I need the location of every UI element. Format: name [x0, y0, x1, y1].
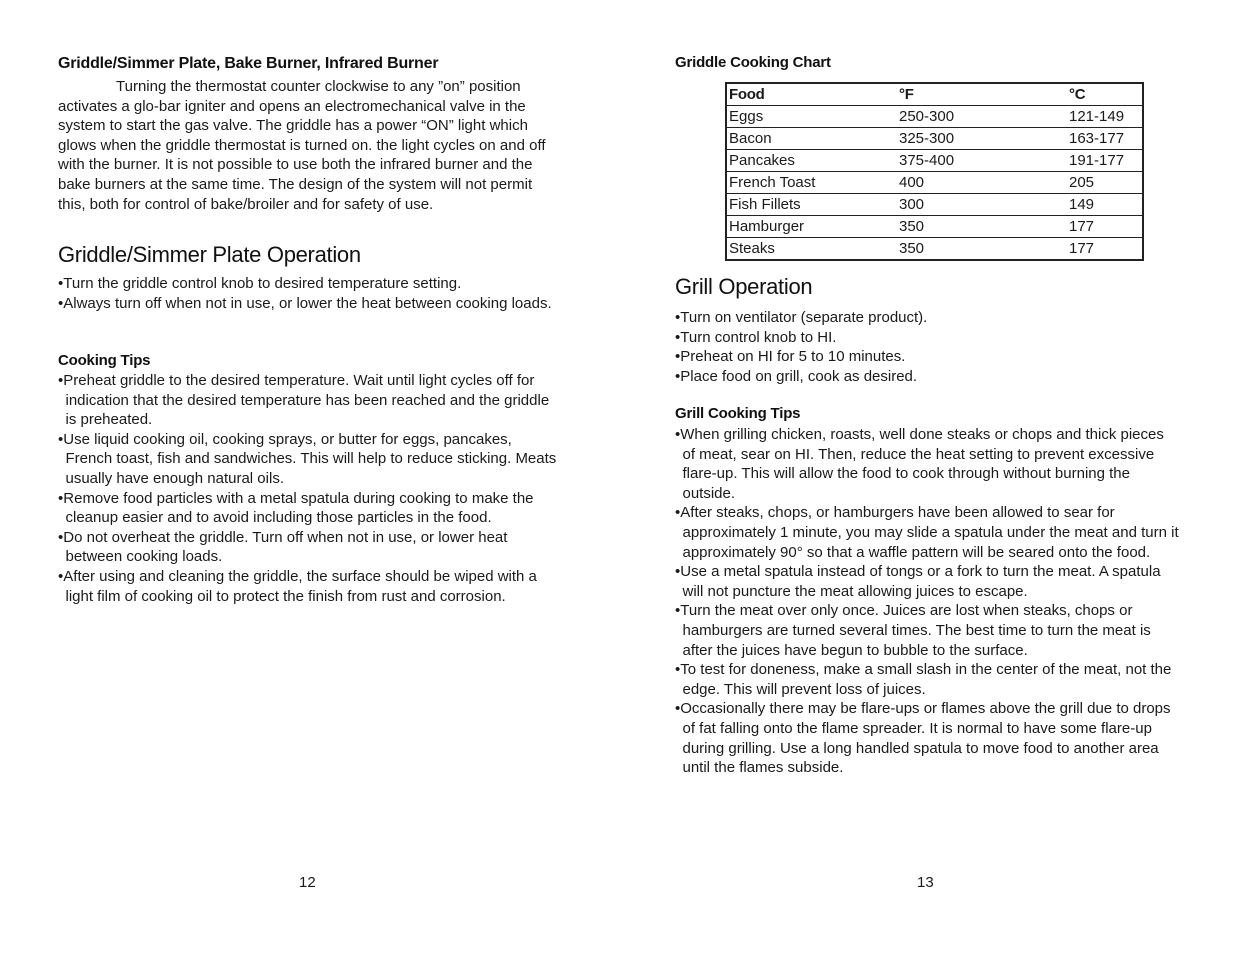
list-item: • When grilling chicken, roasts, well done steaks or chops and thick pieces of meat, sear on HI. Then, reduce the heat setting to prevent excessive flare-up. This will allow the food to cook through without burning the outside. [675, 425, 1180, 503]
celsius-cell: 163-177 [1067, 128, 1143, 150]
fahrenheit-cell: 350 [899, 240, 925, 257]
grill-operation-heading: Grill Operation [675, 274, 813, 299]
left-page [58, 0, 563, 954]
griddle-cooking-chart-table [725, 82, 1144, 261]
celsius-cell: 191-177 [1067, 150, 1143, 172]
celsius-cell: 121-149 [1067, 106, 1143, 128]
list-item: • Remove food particles with a metal spatula during cooking to make the cleanup easier and to avoid including those particles in the food. [58, 489, 558, 528]
celsius-cell: 149 [1067, 194, 1143, 216]
food-cell: Eggs [726, 106, 897, 128]
column-header-celsius: °C [1067, 83, 1143, 106]
list-item: • Place food on grill, cook as desired. [675, 367, 1180, 387]
fahrenheit-cell: 375-400 [897, 150, 1067, 172]
grill-tips-heading: Grill Cooking Tips [675, 405, 801, 422]
cooking-tips-heading: Cooking Tips [58, 352, 151, 369]
table-header-row [726, 83, 1143, 106]
list-item: • To test for doneness, make a small slash in the center of the meat, not the edge. This will prevent loss of juices. [675, 660, 1180, 699]
celsius-cell: 205 [1067, 172, 1143, 194]
fahrenheit-cell: 250-300 [897, 106, 1067, 128]
fahrenheit-cell: 350 [897, 216, 1067, 238]
list-item: • After steaks, chops, or hamburgers have been allowed to sear for approximately 1 minute, you may slide a spatula under the meat and turn it approximately 90° so that a waffle pattern will be seared onto the food. [675, 503, 1180, 562]
list-item: • Preheat on HI for 5 to 10 minutes. [675, 347, 1180, 367]
fahrenheit-cell: 300 [897, 194, 1067, 216]
table-row [726, 194, 1143, 216]
page-number: 12 [299, 874, 316, 891]
right-page [675, 0, 1180, 954]
food-cell: Pancakes [726, 150, 897, 172]
food-cell: French Toast [726, 172, 897, 194]
burner-description-paragraph: Turning the thermostat counter clockwise to any ”on” position activates a glo-bar igniter and opens an electromechanical valve in the system to start the gas valve. The griddle has a power “ON” light which glows when the griddle thermostat is turned on. the light cycles on and off with the burner. It is not possible to use both the infrared burner and the bake burners at the same time. The design of the system will not permit this, both for control of bake/broiler and for safety of use. [58, 78, 546, 213]
list-item: • Do not overheat the griddle. Turn off when not in use, or lower heat between cooking loads. [58, 528, 558, 567]
griddle-operation-heading: Griddle/Simmer Plate Operation [58, 242, 361, 267]
table-row [726, 150, 1143, 172]
grill-tips-list [675, 425, 1180, 778]
food-cell: Steaks [729, 240, 775, 257]
table-row [726, 106, 1143, 128]
food-cell: Bacon [726, 128, 897, 150]
table-row [726, 172, 1143, 194]
celsius-cell: 177 [1069, 240, 1095, 257]
list-item: • Turn the meat over only once. Juices are lost when steaks, chops or hamburgers are turned several times. The best time to turn the meat is after the juices have begun to bubble to the surface. [675, 601, 1180, 660]
grill-operation-list [675, 308, 1180, 386]
griddle-chart-heading: Griddle Cooking Chart [675, 54, 831, 71]
list-item: • Use liquid cooking oil, cooking sprays, or butter for eggs, pancakes, French toast, fish and sandwiches. This will help to reduce sticking. Meats usually have enough natural oils. [58, 430, 558, 489]
list-item: • After using and cleaning the griddle, the surface should be wiped with a light film of cooking oil to protect the finish from rust and corrosion. [58, 567, 558, 606]
column-header-food: Food [726, 83, 897, 106]
page-number: 13 [917, 874, 934, 891]
food-cell: Fish Fillets [726, 194, 897, 216]
celsius-cell: 177 [1067, 216, 1143, 238]
list-item: • Turn control knob to HI. [675, 328, 1180, 348]
section-heading-burners: Griddle/Simmer Plate, Bake Burner, Infrared Burner [58, 55, 439, 72]
list-item: • Turn the griddle control knob to desired temperature setting. [58, 274, 558, 294]
food-cell: Hamburger [726, 216, 897, 238]
table-row [726, 128, 1143, 150]
list-item: • Preheat griddle to the desired temperature. Wait until light cycles off for indication that the desired temperature has been reached and the griddle is preheated. [58, 371, 558, 430]
griddle-operation-list [58, 274, 558, 313]
table-row [726, 216, 1143, 238]
column-header-fahrenheit: °F [897, 83, 1067, 106]
list-item: • Use a metal spatula instead of tongs or a fork to turn the meat. A spatula will not puncture the meat allowing juices to escape. [675, 562, 1180, 601]
list-item: • Turn on ventilator (separate product). [675, 308, 1180, 328]
fahrenheit-cell: 325-300 [897, 128, 1067, 150]
list-item: • Occasionally there may be flare-ups or flames above the grill due to drops of fat falling onto the flame spreader. It is normal to have some flare-up during grilling. Use a long handled spatula to move food to another area until the flames subside. [675, 699, 1180, 777]
list-item: • Always turn off when not in use, or lower the heat between cooking loads. [58, 294, 558, 314]
cooking-tips-list [58, 371, 558, 606]
table-row [726, 238, 1143, 261]
fahrenheit-cell: 400 [897, 172, 1067, 194]
